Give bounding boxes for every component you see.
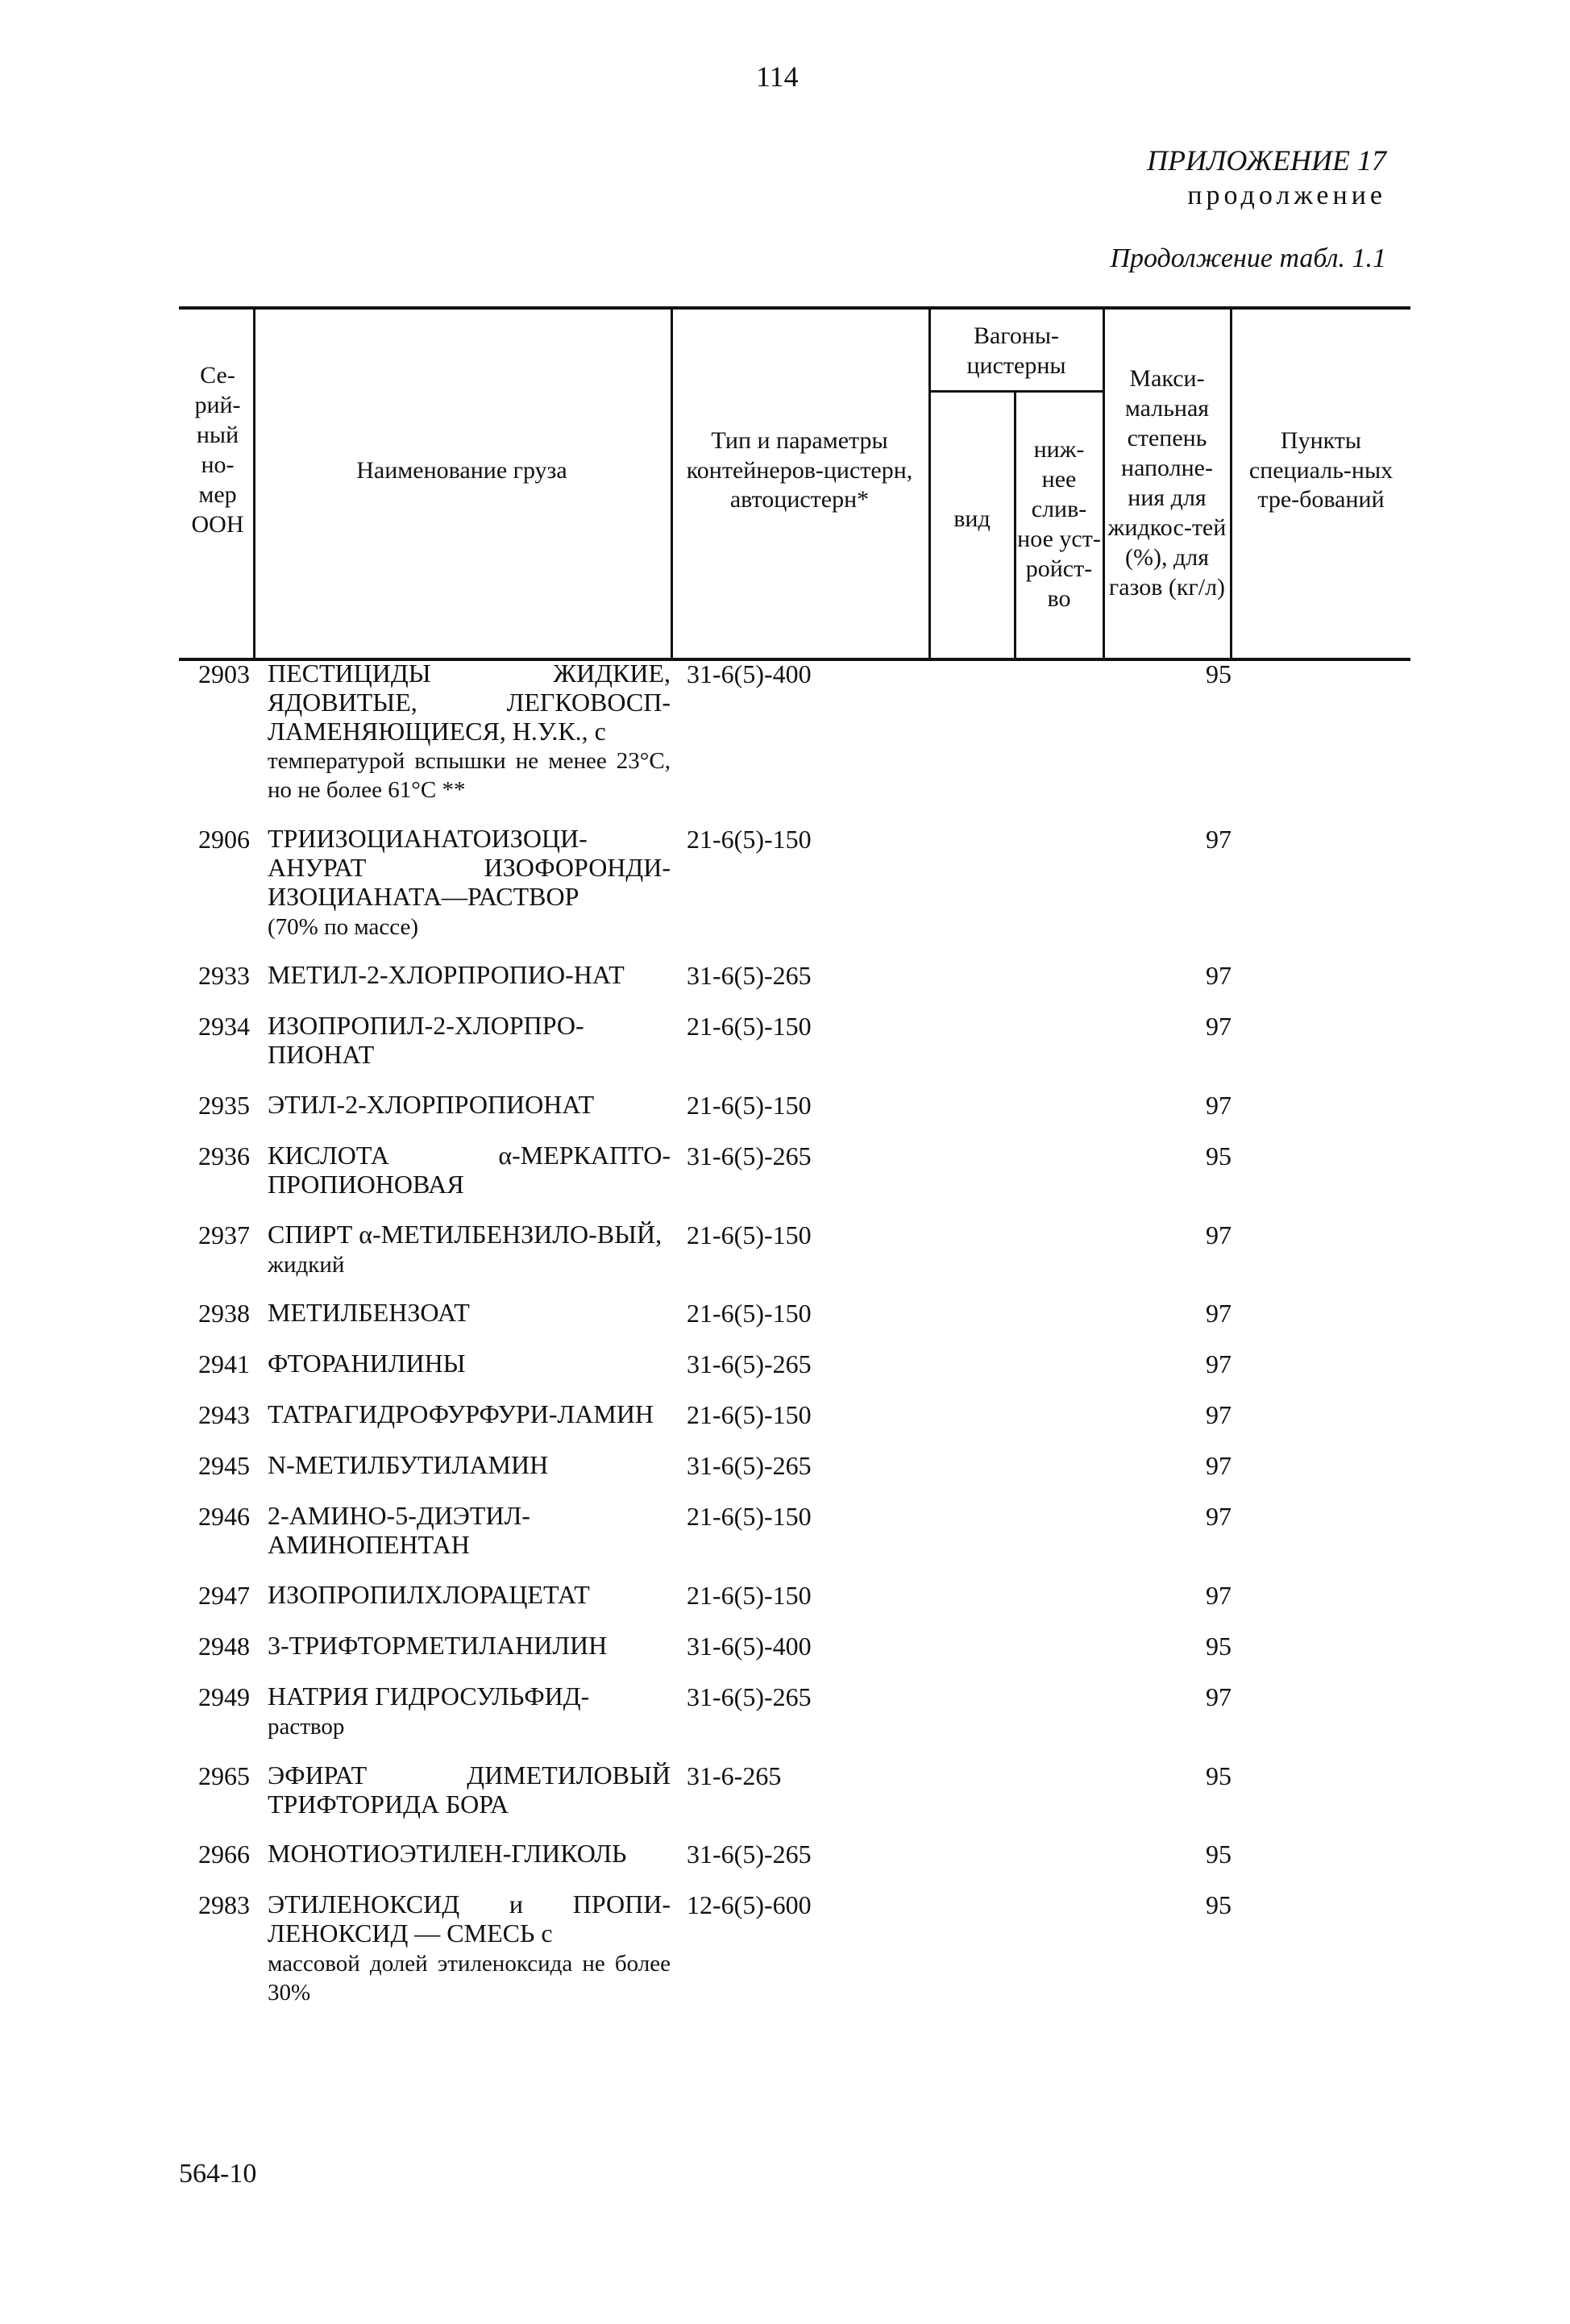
cargo-name-note: раствор — [268, 1713, 345, 1740]
table-row — [179, 825, 1410, 940]
max-fill-degree: 95 — [1206, 1890, 1231, 1920]
container-type: 12-6(5)-600 — [687, 1890, 812, 1920]
container-type: 21-6(5)-150 — [687, 1012, 812, 1041]
un-number: 2936 — [198, 1141, 250, 1171]
cargo-name-main: 3-ТРИФТОРМЕТИЛАНИЛИН — [268, 1631, 608, 1661]
cargo-name-main: ЭТИЛ-2-ХЛОРПРОПИОНАТ — [268, 1090, 595, 1120]
un-number: 2906 — [198, 825, 250, 854]
max-fill-degree: 95 — [1206, 1840, 1231, 1869]
un-number: 2966 — [198, 1840, 250, 1869]
max-fill-degree: 95 — [1206, 1761, 1231, 1790]
table-row — [179, 1220, 1410, 1278]
container-type: 31-6(5)-265 — [687, 1840, 812, 1869]
container-type: 21-6(5)-150 — [687, 1581, 812, 1611]
table-row — [179, 1632, 1410, 1661]
cargo-name-main: ИЗОПРОПИЛХЛОРАЦЕТАТ — [268, 1580, 590, 1610]
un-number: 2935 — [198, 1091, 250, 1120]
cargo-name — [268, 1299, 671, 1328]
cargo-name — [268, 1890, 671, 2006]
cargo-name — [268, 1091, 671, 1120]
cargo-name — [268, 1220, 671, 1278]
max-fill-degree: 97 — [1206, 1581, 1231, 1611]
un-number: 2938 — [198, 1299, 250, 1328]
un-number: 2945 — [198, 1451, 250, 1481]
un-number: 2983 — [198, 1890, 250, 1920]
container-type: 21-6(5)-150 — [687, 1220, 812, 1249]
cargo-name-note: температурой вспышки не менее 23°С, но не более 61°С ** — [268, 748, 671, 804]
table-row — [179, 1840, 1410, 1869]
max-fill-degree: 97 — [1206, 1451, 1231, 1481]
container-type: 31-6(5)-265 — [687, 961, 812, 991]
header-un-number: Се-рий-ный но-мер ООН — [191, 362, 244, 538]
cargo-name-main: МОНОТИОЭТИЛЕН-ГЛИКОЛЬ — [268, 1839, 627, 1869]
max-fill-degree: 97 — [1206, 1400, 1231, 1430]
table-row — [179, 659, 1410, 804]
cargo-name-main: 2-АМИНО-5-ДИЭТИЛ-АМИНОПЕНТАН — [268, 1501, 530, 1560]
cargo-name — [268, 1632, 671, 1661]
table-row — [179, 1761, 1410, 1819]
un-number: 2948 — [198, 1632, 250, 1661]
container-type: 31-6(5)-265 — [687, 1451, 812, 1481]
max-fill-degree: 95 — [1206, 659, 1231, 688]
cargo-name — [268, 825, 671, 940]
table-row — [179, 1451, 1410, 1481]
table-row — [179, 1890, 1410, 2006]
max-fill-degree: 95 — [1206, 1632, 1231, 1661]
container-type: 31-6(5)-265 — [687, 1141, 812, 1171]
container-type: 31-6-265 — [687, 1761, 782, 1790]
cargo-name — [268, 961, 671, 990]
cargo-name-main: МЕТИЛБЕНЗОАТ — [268, 1298, 470, 1328]
cargo-name — [268, 1349, 671, 1378]
table-row — [179, 1141, 1410, 1199]
un-number: 2965 — [198, 1761, 250, 1790]
max-fill-degree: 97 — [1206, 1091, 1231, 1120]
table-row — [179, 1581, 1410, 1611]
un-number: 2943 — [198, 1400, 250, 1430]
max-fill-degree: 97 — [1206, 1502, 1231, 1532]
header-container-type: Тип и параметры контейнеров-цистерн, автоцистерн* — [686, 426, 913, 513]
footer-code: 564-10 — [179, 2159, 257, 2189]
appendix-continuation: продолжение — [1187, 181, 1386, 210]
cargo-name-main: ИЗОПРОПИЛ-2-ХЛОРПРО-ПИОНАТ — [268, 1011, 584, 1070]
header-wagon-kind: вид — [953, 505, 991, 532]
container-type: 21-6(5)-150 — [687, 1299, 812, 1328]
table-row — [179, 1299, 1410, 1328]
cargo-name-main: ЭФИРАТ ДИМЕТИЛОВЫЙ ТРИФТОРИДА БОРА — [268, 1760, 671, 1819]
table-row — [179, 1349, 1410, 1379]
un-number: 2941 — [198, 1349, 250, 1379]
table-continuation-label: Продолжение табл. 1.1 — [1110, 243, 1386, 273]
cargo-name-main: НАТРИЯ ГИДРОСУЛЬФИД- — [268, 1682, 590, 1711]
cargo-name — [268, 1451, 671, 1480]
container-type: 21-6(5)-150 — [687, 1502, 812, 1532]
un-number: 2903 — [198, 659, 250, 688]
page-number: 114 — [756, 60, 799, 93]
container-type: 31-6(5)-400 — [687, 1632, 812, 1661]
un-number: 2946 — [198, 1502, 250, 1532]
cargo-name-main: N-МЕТИЛБУТИЛАМИН — [268, 1450, 549, 1480]
cargo-name — [268, 1400, 671, 1429]
max-fill-degree: 95 — [1206, 1141, 1231, 1171]
un-number: 2949 — [198, 1682, 250, 1712]
container-type: 31-6(5)-265 — [687, 1349, 812, 1379]
cargo-name — [268, 1840, 671, 1869]
cargo-name-main: КИСЛОТА α-МЕРКАПТО-ПРОПИОНОВАЯ — [268, 1141, 671, 1199]
table-row — [179, 1682, 1410, 1740]
cargo-name-note: жидкий — [268, 1251, 345, 1278]
table-row — [179, 1091, 1410, 1120]
un-number: 2937 — [198, 1220, 250, 1249]
cargo-name — [268, 1012, 671, 1070]
appendix-title: ПРИЛОЖЕНИЕ 17 — [1147, 144, 1386, 177]
header-cargo-name: Наименование груза — [356, 456, 567, 484]
cargo-name — [268, 1141, 671, 1199]
un-number: 2947 — [198, 1581, 250, 1611]
cargo-name-main: ПЕСТИЦИДЫ ЖИДКИЕ, ЯДОВИТЫЕ, ЛЕГКОВОСП-ЛАМЕНЯЮЩИЕСЯ, Н.У.К., с — [268, 659, 671, 746]
table-row — [179, 1400, 1410, 1430]
container-type: 21-6(5)-150 — [687, 825, 812, 854]
header-max-fill: Макси-мальная степень наполне-ния для жидкос-тей (%), для газов (кг/л) — [1107, 365, 1227, 601]
max-fill-degree: 97 — [1206, 1349, 1231, 1379]
max-fill-degree: 97 — [1206, 1012, 1231, 1041]
cargo-name-main: СПИРТ α-МЕТИЛБЕНЗИЛО-ВЫЙ, — [268, 1219, 662, 1249]
container-type: 31-6(5)-400 — [687, 659, 812, 688]
cargo-name — [268, 1581, 671, 1610]
table-row — [179, 961, 1410, 991]
cargo-name-main: ЭТИЛЕНОКСИД и ПРОПИ-ЛЕНОКСИД — СМЕСЬ с — [268, 1890, 671, 1948]
table-header — [179, 306, 1410, 661]
container-type: 21-6(5)-150 — [687, 1091, 812, 1120]
cargo-name — [268, 1502, 671, 1560]
cargo-name-main: ТРИИЗОЦИАНАТОИЗОЦИ-АНУРАТ ИЗОФОРОНДИ-ИЗОЦИАНАТА—РАСТВОР — [268, 824, 671, 911]
un-number: 2933 — [198, 961, 250, 991]
un-number: 2934 — [198, 1012, 250, 1041]
cargo-name-note: (70% по массе) — [268, 913, 418, 940]
header-tank-wagons: Вагоны-цистерны — [966, 322, 1066, 379]
cargo-name — [268, 1682, 671, 1740]
container-type: 21-6(5)-150 — [687, 1400, 812, 1430]
table-body — [179, 659, 1410, 2027]
cargo-name-note: массовой долей этиленоксида не более 30% — [268, 1951, 671, 2006]
cargo-name — [268, 659, 671, 804]
max-fill-degree: 97 — [1206, 961, 1231, 991]
cargo-name-main: ФТОРАНИЛИНЫ — [268, 1349, 466, 1378]
cargo-name — [268, 1761, 671, 1819]
cargo-name-main: МЕТИЛ-2-ХЛОРПРОПИО-НАТ — [268, 960, 625, 990]
header-bottom-drain: ниж-нее слив-ное уст-ройст-во — [1017, 436, 1101, 612]
table-row — [179, 1502, 1410, 1560]
max-fill-degree: 97 — [1206, 1682, 1231, 1712]
max-fill-degree: 97 — [1206, 1299, 1231, 1328]
header-special-requirements: Пункты специаль-ных тре-бований — [1248, 426, 1393, 513]
max-fill-degree: 97 — [1206, 825, 1231, 854]
max-fill-degree: 97 — [1206, 1220, 1231, 1249]
table-row — [179, 1012, 1410, 1070]
cargo-name-main: ТАТРАГИДРОФУРФУРИ-ЛАМИН — [268, 1399, 654, 1429]
container-type: 31-6(5)-265 — [687, 1682, 812, 1712]
